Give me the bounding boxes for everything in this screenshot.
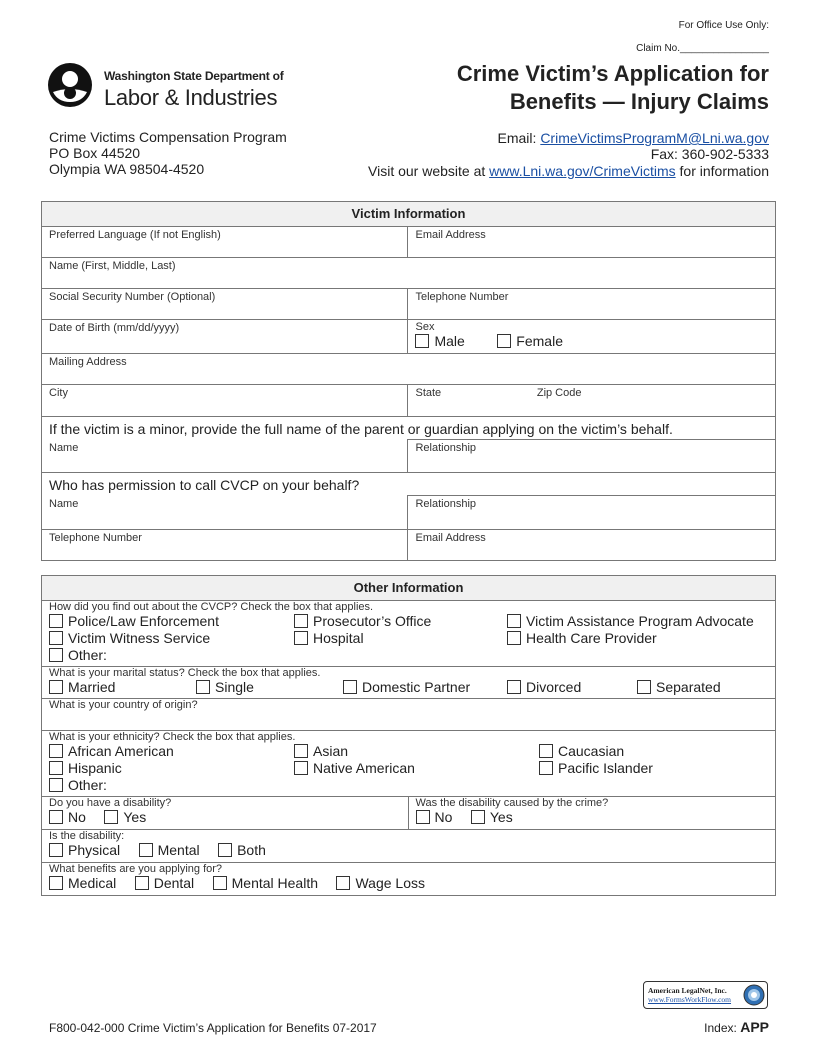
crime-yes-checkbox[interactable] bbox=[471, 810, 485, 824]
disability-yes-checkbox[interactable] bbox=[104, 810, 118, 824]
referral-question: How did you find out about the CVCP? Check the box that applies. bbox=[49, 601, 374, 613]
yes-label: Yes bbox=[489, 809, 513, 825]
marital-checkbox[interactable] bbox=[49, 680, 63, 694]
benefit-option[interactable] bbox=[49, 875, 116, 892]
disability-crime-question-block bbox=[408, 797, 776, 830]
referral-option-label: Victim Assistance Program Advocate bbox=[526, 613, 754, 629]
website-prefix: Visit our website at bbox=[368, 163, 490, 179]
globe-icon bbox=[743, 984, 765, 1006]
benefit-label: Dental bbox=[153, 875, 195, 891]
email-line bbox=[498, 130, 769, 146]
index-value: APP bbox=[740, 1019, 769, 1035]
vendor-url[interactable]: www.FormsWorkFlow.com bbox=[648, 995, 732, 1004]
benefit-label: Wage Loss bbox=[355, 875, 425, 891]
permission-name-field[interactable]: Name bbox=[42, 496, 408, 530]
referral-option[interactable] bbox=[49, 613, 219, 630]
female-checkbox[interactable] bbox=[497, 334, 511, 348]
referral-checkbox[interactable] bbox=[49, 631, 63, 645]
form-index bbox=[704, 1019, 769, 1035]
disability-question-block bbox=[42, 797, 409, 830]
referral-option[interactable] bbox=[507, 613, 754, 630]
form-title-line2: Benefits — Injury Claims bbox=[509, 89, 769, 114]
marital-option-label: Single bbox=[215, 679, 254, 695]
email-label: Email: bbox=[497, 130, 541, 146]
yes-label: Yes bbox=[123, 809, 147, 825]
ethnicity-checkbox[interactable] bbox=[294, 744, 308, 758]
disability-type-checkbox[interactable] bbox=[218, 843, 232, 857]
benefit-checkbox[interactable] bbox=[336, 876, 350, 890]
victim-email-field[interactable]: Email Address bbox=[408, 227, 776, 258]
referral-option-label: Prosecutor’s Office bbox=[313, 613, 432, 629]
benefit-checkbox[interactable] bbox=[49, 876, 63, 890]
office-use-label: For Office Use Only: bbox=[678, 20, 769, 31]
marital-option-label: Separated bbox=[656, 679, 721, 695]
disability-type-block bbox=[42, 830, 776, 863]
permission-email-field[interactable]: Email Address bbox=[408, 530, 776, 561]
sex-label: Sex bbox=[415, 321, 435, 333]
vendor-badge bbox=[643, 981, 768, 1009]
male-label: Male bbox=[434, 333, 465, 349]
benefit-option[interactable] bbox=[135, 875, 194, 892]
disability-no-option[interactable] bbox=[49, 809, 86, 826]
ethnicity-checkbox[interactable] bbox=[539, 744, 553, 758]
permission-question: Who has permission to call CVCP on your behalf? bbox=[42, 473, 776, 496]
ethnicity-option-label: African American bbox=[68, 743, 174, 759]
benefits-question-block bbox=[42, 863, 776, 896]
referral-checkbox[interactable] bbox=[49, 614, 63, 628]
disability-type-label: Mental bbox=[157, 842, 200, 858]
referral-option[interactable] bbox=[49, 630, 210, 647]
marital-checkbox[interactable] bbox=[637, 680, 651, 694]
female-label: Female bbox=[516, 333, 563, 349]
ethnicity-checkbox[interactable] bbox=[49, 778, 63, 792]
disability-type-option[interactable] bbox=[139, 842, 200, 859]
vendor-name: American LegalNet, Inc. bbox=[648, 986, 727, 995]
referral-option-label: Health Care Provider bbox=[526, 630, 657, 646]
program-name: Crime Victims Compensation Program bbox=[49, 129, 287, 145]
marital-option[interactable] bbox=[49, 679, 115, 696]
ethnicity-option[interactable] bbox=[294, 760, 415, 777]
website-line bbox=[368, 163, 769, 179]
victim-information-table bbox=[41, 201, 776, 561]
website-link[interactable]: www.Lni.wa.gov/CrimeVictims bbox=[489, 163, 676, 179]
other-information-heading: Other Information bbox=[42, 576, 776, 601]
disability-yes-option[interactable] bbox=[104, 809, 146, 826]
form-title-line1: Crime Victim’s Application for bbox=[456, 61, 769, 86]
disability-type-option[interactable] bbox=[218, 842, 266, 859]
disability-type-checkbox[interactable] bbox=[139, 843, 153, 857]
marital-option-label: Divorced bbox=[526, 679, 582, 695]
benefit-option[interactable] bbox=[336, 875, 425, 892]
ethnicity-option-label: Pacific Islander bbox=[558, 760, 653, 776]
marital-checkbox[interactable] bbox=[507, 680, 521, 694]
ethnicity-checkbox[interactable] bbox=[294, 761, 308, 775]
disability-crime-question: Was the disability caused by the crime? bbox=[415, 797, 609, 809]
ethnicity-checkbox[interactable] bbox=[49, 761, 63, 775]
ethnicity-checkbox[interactable] bbox=[539, 761, 553, 775]
marital-option[interactable] bbox=[507, 679, 581, 696]
agency-line1: Washington State Department of bbox=[104, 69, 284, 83]
referral-checkbox[interactable] bbox=[294, 614, 308, 628]
ethnicity-option[interactable] bbox=[49, 760, 122, 777]
form-number: F800-042-000 Crime Victim’s Application for Benefits 07-2017 bbox=[49, 1021, 377, 1035]
marital-option-label: Domestic Partner bbox=[362, 679, 471, 695]
ethnicity-option[interactable] bbox=[539, 743, 624, 760]
benefit-label: Mental Health bbox=[231, 875, 319, 891]
crime-no-option[interactable] bbox=[416, 809, 453, 826]
marital-checkbox[interactable] bbox=[196, 680, 210, 694]
po-box: PO Box 44520 bbox=[49, 145, 141, 161]
permission-phone-field[interactable]: Telephone Number bbox=[42, 530, 408, 561]
ethnicity-option[interactable] bbox=[294, 743, 348, 760]
disability-no-checkbox[interactable] bbox=[49, 810, 63, 824]
disability-question: Do you have a disability? bbox=[49, 797, 172, 809]
referral-option-other[interactable] bbox=[49, 647, 107, 664]
email-link[interactable]: CrimeVictimsProgramM@Lni.wa.gov bbox=[540, 130, 769, 146]
benefits-question: What benefits are you applying for? bbox=[49, 863, 223, 875]
website-suffix: for information bbox=[675, 163, 769, 179]
mailing-address-field[interactable]: Mailing Address bbox=[42, 354, 776, 385]
sex-field bbox=[408, 320, 776, 354]
lni-logo-icon bbox=[47, 62, 93, 108]
state-field[interactable]: State bbox=[408, 385, 530, 417]
agency-line2: Labor & Industries bbox=[104, 85, 278, 110]
disability-type-question: Is the disability: bbox=[49, 830, 125, 842]
permission-relationship-field[interactable]: Relationship bbox=[408, 496, 776, 530]
male-checkbox[interactable] bbox=[415, 334, 429, 348]
referral-option[interactable] bbox=[294, 630, 364, 647]
marital-checkbox[interactable] bbox=[343, 680, 357, 694]
ethnicity-option-label: Hispanic bbox=[68, 760, 122, 776]
referral-checkbox[interactable] bbox=[294, 631, 308, 645]
sex-male-option[interactable] bbox=[415, 333, 464, 350]
ethnicity-option[interactable] bbox=[539, 760, 653, 777]
sex-female-option[interactable] bbox=[497, 333, 563, 350]
ethnicity-question-block bbox=[42, 731, 776, 797]
ethnicity-option-label: Asian bbox=[313, 743, 349, 759]
city-field[interactable]: City bbox=[42, 385, 408, 417]
zip-field[interactable]: Zip Code bbox=[530, 385, 776, 417]
marital-option[interactable] bbox=[343, 679, 470, 696]
claim-number-field[interactable]: Claim No.________________ bbox=[636, 43, 769, 54]
crime-no-checkbox[interactable] bbox=[416, 810, 430, 824]
victim-information-heading: Victim Information bbox=[42, 202, 776, 227]
ethnicity-option-label: Other: bbox=[68, 777, 107, 793]
ethnicity-option-label: Caucasian bbox=[558, 743, 625, 759]
no-label: No bbox=[68, 809, 86, 825]
disability-type-label: Both bbox=[237, 842, 266, 858]
benefit-label: Medical bbox=[68, 875, 117, 891]
no-label: No bbox=[434, 809, 453, 825]
referral-checkbox[interactable] bbox=[49, 648, 63, 662]
guardian-name-field[interactable]: Name bbox=[42, 440, 408, 473]
index-label: Index: bbox=[704, 1021, 741, 1035]
referral-option-label: Hospital bbox=[313, 630, 364, 646]
ethnicity-option-other[interactable] bbox=[49, 777, 107, 794]
referral-option-label: Victim Witness Service bbox=[68, 630, 211, 646]
disability-type-label: Physical bbox=[68, 842, 121, 858]
ethnicity-checkbox[interactable] bbox=[49, 744, 63, 758]
referral-question-block bbox=[42, 601, 776, 667]
benefit-checkbox[interactable] bbox=[213, 876, 227, 890]
ssn-field[interactable]: Social Security Number (Optional) bbox=[42, 289, 408, 320]
other-information-table bbox=[41, 575, 776, 896]
agency-logo bbox=[47, 62, 93, 113]
referral-option[interactable] bbox=[294, 613, 431, 630]
country-of-origin-field[interactable]: What is your country of origin? bbox=[42, 699, 776, 731]
victim-phone-field[interactable]: Telephone Number bbox=[408, 289, 776, 320]
preferred-language-field[interactable]: Preferred Language (If not English) bbox=[42, 227, 408, 258]
referral-option[interactable] bbox=[507, 630, 657, 647]
benefit-option[interactable] bbox=[213, 875, 318, 892]
marital-question-block bbox=[42, 667, 776, 699]
ethnicity-option[interactable] bbox=[49, 743, 174, 760]
ethnicity-question: What is your ethnicity? Check the box that applies. bbox=[49, 731, 296, 743]
victim-name-field[interactable]: Name (First, Middle, Last) bbox=[42, 258, 776, 289]
marital-option[interactable] bbox=[637, 679, 721, 696]
fax-line: Fax: 360-902-5333 bbox=[650, 146, 769, 162]
city-address: Olympia WA 98504-4520 bbox=[49, 161, 205, 177]
crime-yes-option[interactable] bbox=[471, 809, 513, 826]
referral-option-label: Other: bbox=[68, 647, 107, 663]
marital-option-label: Married bbox=[68, 679, 116, 695]
referral-option-label: Police/Law Enforcement bbox=[68, 613, 219, 629]
benefit-checkbox[interactable] bbox=[135, 876, 149, 890]
disability-type-checkbox[interactable] bbox=[49, 843, 63, 857]
dob-field[interactable]: Date of Birth (mm/dd/yyyy) bbox=[42, 320, 408, 354]
marital-question: What is your marital status? Check the box that applies. bbox=[49, 667, 321, 679]
referral-checkbox[interactable] bbox=[507, 614, 521, 628]
disability-type-option[interactable] bbox=[49, 842, 120, 859]
guardian-relationship-field[interactable]: Relationship bbox=[408, 440, 776, 473]
ethnicity-option-label: Native American bbox=[313, 760, 415, 776]
marital-option[interactable] bbox=[196, 679, 254, 696]
minor-question: If the victim is a minor, provide the full name of the parent or guardian applying on the victim’s behalf. bbox=[42, 417, 776, 440]
referral-checkbox[interactable] bbox=[507, 631, 521, 645]
